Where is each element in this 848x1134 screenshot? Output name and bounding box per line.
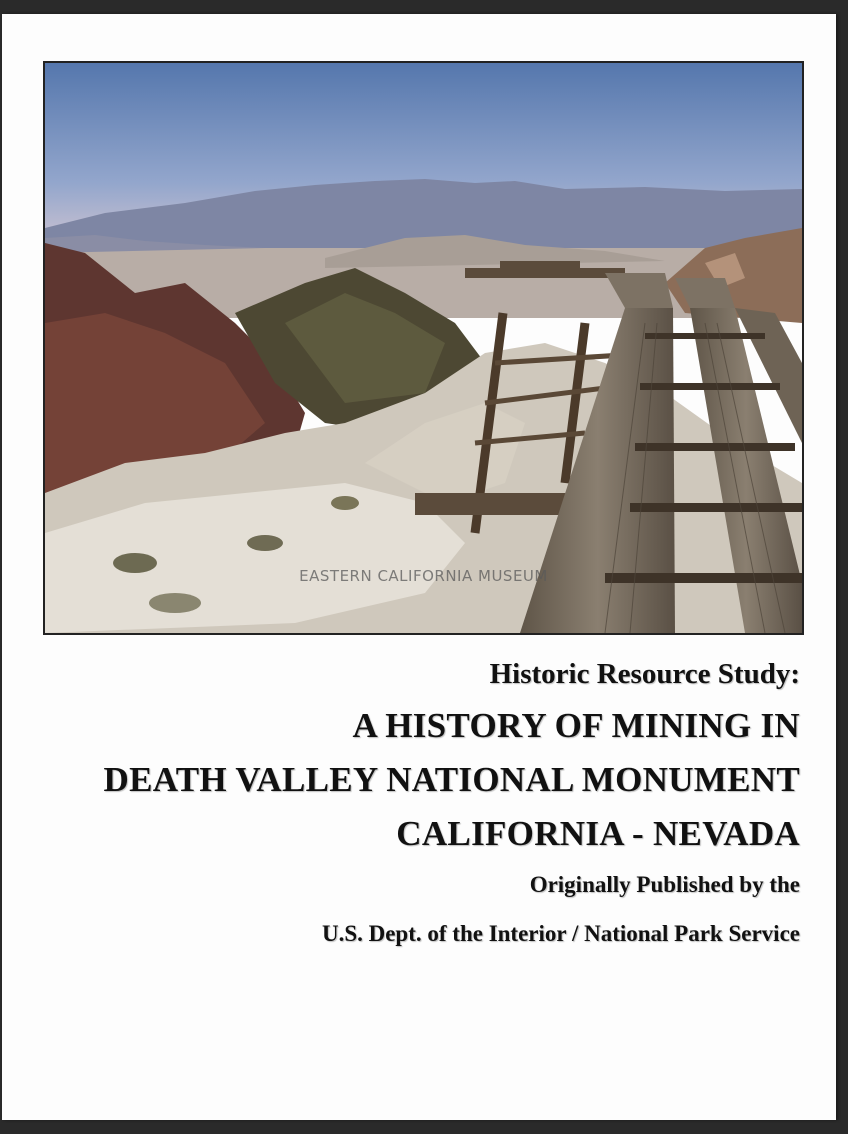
cover-subtitle: Historic Resource Study: bbox=[489, 658, 800, 690]
cover-title-line-1: A HISTORY OF MINING IN bbox=[352, 706, 800, 745]
agency-line: U.S. Dept. of the Interior / National Park Service bbox=[321, 921, 800, 946]
book-cover bbox=[2, 14, 836, 1120]
cover-title-line-3: CALIFORNIA - NEVADA bbox=[396, 814, 800, 853]
cover-photo-mining-tramway bbox=[43, 61, 804, 635]
watermark-text: EASTERN CALIFORNIA MUSEUM bbox=[299, 567, 548, 585]
cover-title-line-2: DEATH VALLEY NATIONAL MONUMENT bbox=[103, 760, 800, 799]
publisher-line: Originally Published by the bbox=[529, 872, 800, 897]
landscape-illustration bbox=[45, 63, 802, 633]
